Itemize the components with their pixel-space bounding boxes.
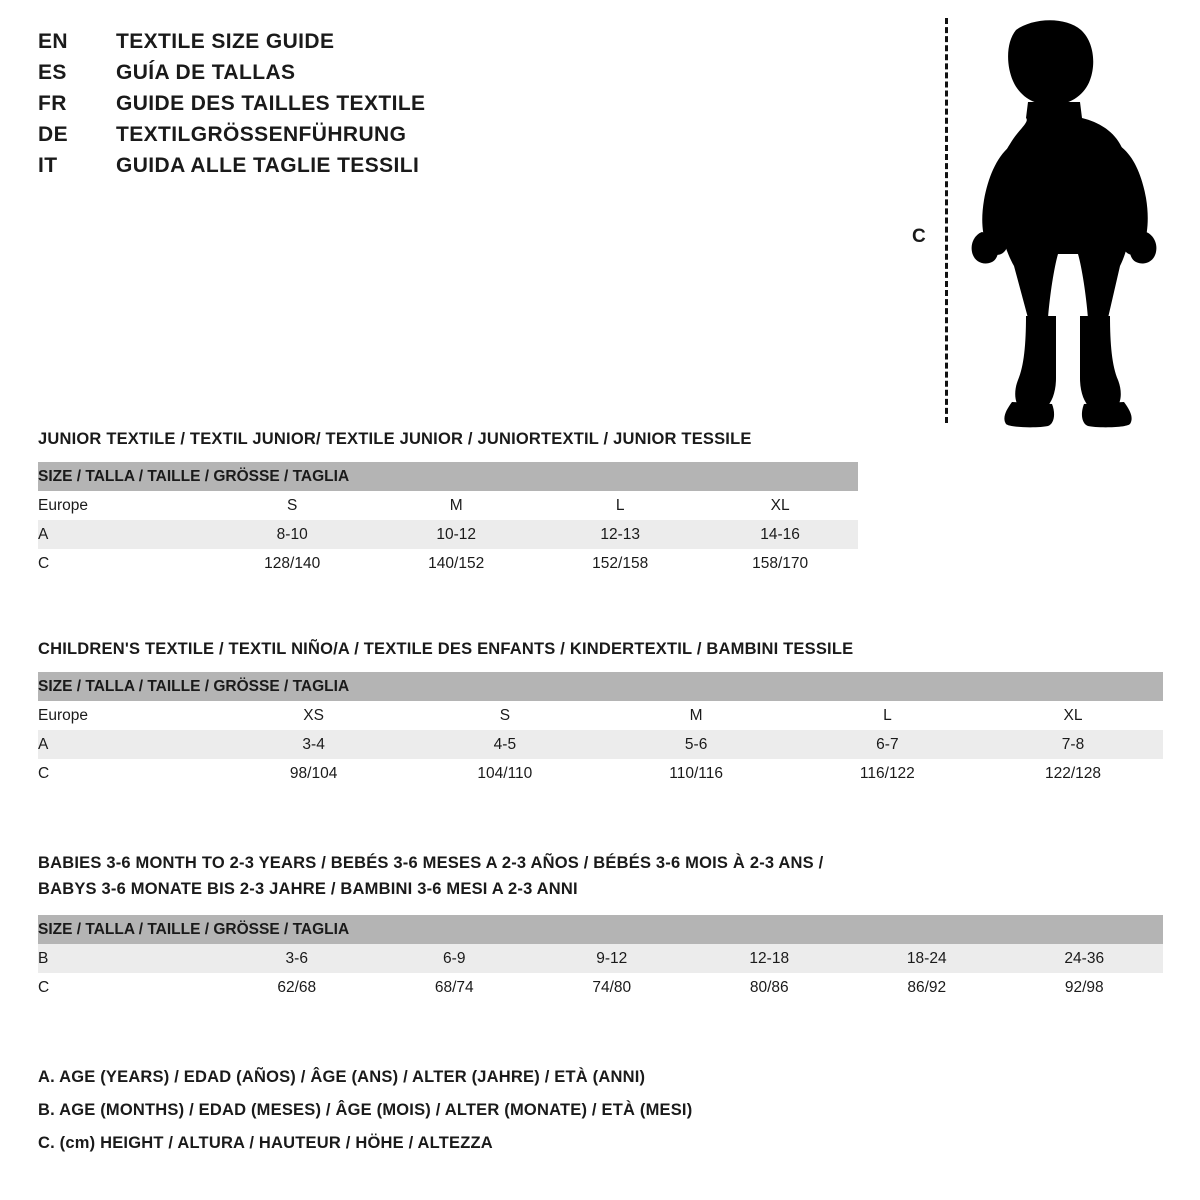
language-list [38, 30, 658, 185]
cell: S [210, 491, 374, 520]
row-label: Europe [38, 701, 218, 730]
cell: 18-24 [848, 944, 1006, 973]
table-row [38, 701, 1163, 730]
cell: 3-6 [218, 944, 376, 973]
cell: 152/158 [538, 549, 702, 578]
cell: 110/116 [601, 759, 792, 788]
cell: 3-4 [218, 730, 409, 759]
row-label: Europe [38, 491, 210, 520]
cell: 140/152 [374, 549, 538, 578]
language-row-en [38, 30, 658, 61]
cell: 6-9 [376, 944, 534, 973]
language-code-fr: FR [38, 92, 67, 115]
cell: 5-6 [601, 730, 792, 759]
child-silhouette-icon [940, 18, 1170, 428]
cell: 116/122 [792, 759, 983, 788]
cell: 24-36 [1006, 944, 1164, 973]
row-label: A [38, 520, 210, 549]
cell: S [409, 701, 600, 730]
height-marker-label: C [912, 226, 926, 247]
row-label: C [38, 759, 218, 788]
table-header-row [38, 462, 858, 491]
babies-size-table [38, 915, 1163, 1002]
cell: 7-8 [983, 730, 1163, 759]
cell: L [538, 491, 702, 520]
cell: 4-5 [409, 730, 600, 759]
row-label: C [38, 549, 210, 578]
cell: 158/170 [702, 549, 858, 578]
cell: 92/98 [1006, 973, 1164, 1002]
cell: 14-16 [702, 520, 858, 549]
section-title-babies [38, 850, 1163, 902]
cell: 98/104 [218, 759, 409, 788]
language-code-es: ES [38, 61, 67, 84]
table-row [38, 520, 858, 549]
language-code-en: EN [38, 30, 68, 53]
section-title-babies-line2: BABYS 3-6 MONATE BIS 2-3 JAHRE / BAMBINI 3-6 MESI A 2-3 ANNI [38, 880, 578, 898]
junior-size-table [38, 462, 858, 578]
language-title-fr: GUIDE DES TAILLES TEXTILE [116, 92, 426, 115]
babies-header-label: SIZE / TALLA / TAILLE / GRÖSSE / TAGLIA [38, 915, 1163, 944]
footnote-a: A. AGE (YEARS) / EDAD (AÑOS) / ÂGE (ANS) / ALTER (JAHRE) / ETÀ (ANNI) [38, 1068, 646, 1086]
table-row [38, 973, 1163, 1002]
section-junior [38, 430, 858, 578]
footnote-c: C. (cm) HEIGHT / ALTURA / HAUTEUR / HÖHE / ALTEZZA [38, 1134, 493, 1152]
junior-header-label: SIZE / TALLA / TAILLE / GRÖSSE / TAGLIA [38, 462, 858, 491]
section-title-junior: JUNIOR TEXTILE / TEXTIL JUNIOR/ TEXTILE JUNIOR / JUNIORTEXTIL / JUNIOR TESSILE [38, 430, 752, 448]
language-title-en: TEXTILE SIZE GUIDE [116, 30, 335, 53]
language-row-it [38, 154, 658, 185]
cell: 128/140 [210, 549, 374, 578]
cell: 74/80 [533, 973, 691, 1002]
cell: 62/68 [218, 973, 376, 1002]
row-label: A [38, 730, 218, 759]
section-title-children: CHILDREN'S TEXTILE / TEXTIL NIÑO/A / TEXTILE DES ENFANTS / KINDERTEXTIL / BAMBINI TESSILE [38, 640, 854, 658]
cell: 86/92 [848, 973, 1006, 1002]
cell: 68/74 [376, 973, 534, 1002]
table-row [38, 730, 1163, 759]
children-size-table [38, 672, 1163, 788]
language-title-de: TEXTILGRÖSSENFÜHRUNG [116, 123, 407, 146]
language-code-it: IT [38, 154, 58, 177]
footnotes [38, 1068, 1138, 1167]
cell: 80/86 [691, 973, 849, 1002]
language-code-de: DE [38, 123, 68, 146]
cell: 8-10 [210, 520, 374, 549]
language-row-fr [38, 92, 658, 123]
cell: 12-18 [691, 944, 849, 973]
children-header-label: SIZE / TALLA / TAILLE / GRÖSSE / TAGLIA [38, 672, 1163, 701]
row-label: C [38, 973, 218, 1002]
section-title-babies-line1: BABIES 3-6 MONTH TO 2-3 YEARS / BEBÉS 3-6 MESES A 2-3 AÑOS / BÉBÉS 3-6 MOIS À 2-3 ANS / [38, 854, 824, 872]
language-row-de [38, 123, 658, 154]
language-title-it: GUIDA ALLE TAGLIE TESSILI [116, 154, 420, 177]
section-children [38, 640, 1163, 788]
cell: XS [218, 701, 409, 730]
table-row [38, 491, 858, 520]
cell: 104/110 [409, 759, 600, 788]
table-row [38, 759, 1163, 788]
cell: 6-7 [792, 730, 983, 759]
footnote-b: B. AGE (MONTHS) / EDAD (MESES) / ÂGE (MOIS) / ALTER (MONATE) / ETÀ (MESI) [38, 1101, 693, 1119]
cell: 10-12 [374, 520, 538, 549]
table-header-row [38, 915, 1163, 944]
row-label: B [38, 944, 218, 973]
height-illustration [900, 10, 1170, 430]
language-row-es [38, 61, 658, 92]
table-row [38, 549, 858, 578]
table-header-row [38, 672, 1163, 701]
cell: M [374, 491, 538, 520]
language-title-es: GUÍA DE TALLAS [116, 61, 296, 84]
cell: M [601, 701, 792, 730]
cell: 9-12 [533, 944, 691, 973]
cell: XL [983, 701, 1163, 730]
cell: 12-13 [538, 520, 702, 549]
cell: L [792, 701, 983, 730]
cell: 122/128 [983, 759, 1163, 788]
cell: XL [702, 491, 858, 520]
section-babies [38, 850, 1163, 1002]
table-row [38, 944, 1163, 973]
